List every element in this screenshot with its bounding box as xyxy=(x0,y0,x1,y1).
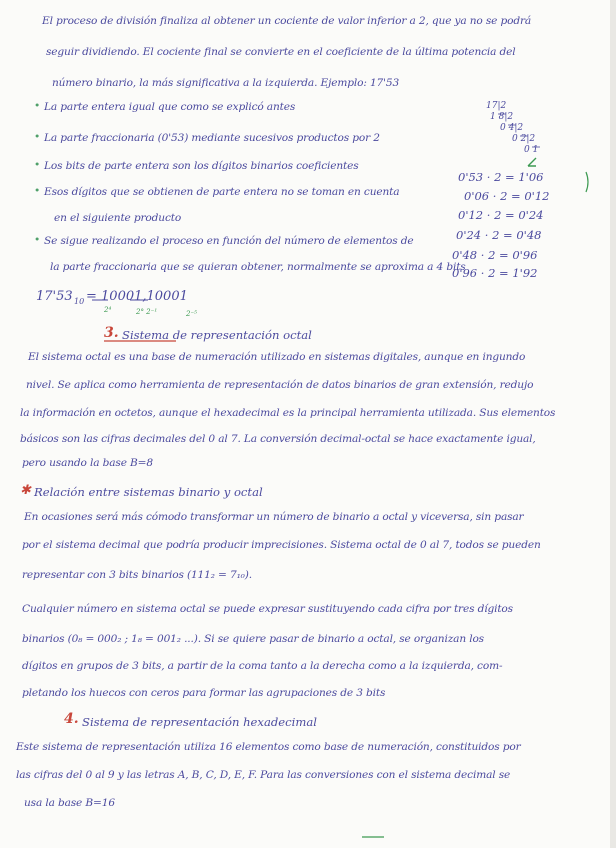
paragraph-line: En ocasiones será más cómodo transformar un número de binario a octal y viceversa, sin pasar xyxy=(24,511,524,523)
section-number: 3. xyxy=(104,325,119,341)
paragraph-line: El proceso de división finaliza al obtener un cociente de valor inferior a 2, que ya no se podrá xyxy=(42,15,532,27)
bullet-text: en el siguiente producto xyxy=(54,212,182,224)
bullet-icon: • xyxy=(34,185,41,197)
product-line: 0'06 · 2 = 0'12 xyxy=(464,189,550,203)
product-line: 0'96 · 2 = 1'92 xyxy=(452,266,538,280)
section-number: 4. xyxy=(64,711,79,727)
paragraph-line: las cifras del 0 al 9 y las letras A, B, C, D, E, F. Para las conversiones con el sistema decimal se xyxy=(16,769,511,781)
paragraph-line: usa la base B=16 xyxy=(24,797,115,809)
bullet-icon: • xyxy=(34,159,41,171)
paragraph-line: pero usando la base B=8 xyxy=(22,457,153,469)
paragraph-line: por el sistema decimal que podría producir imprecisiones. Sistema octal de 0 al 7, todos se pueden xyxy=(22,539,541,551)
bullet-icon: • xyxy=(34,100,41,112)
bullet-text: Los bits de parte entera son los dígitos binarios coeficientes xyxy=(44,160,359,172)
bullet-text: la parte fraccionaria que se quieran obtener, normalmente se aproxima a 4 bits xyxy=(50,261,466,273)
product-line: 0'48 · 2 = 0'96 xyxy=(452,248,538,262)
bullet-text: Se sigue realizando el proceso en función del número de elementos de xyxy=(44,235,414,247)
result-lhs: 17'53 xyxy=(36,289,73,304)
paragraph-line: dígitos en grupos de 3 bits, a partir de la coma tanto a la derecha como a la izquierda, com- xyxy=(22,660,503,672)
subsection-title: Relación entre sistemas binario y octal xyxy=(34,485,263,499)
paragraph-line: Cualquier número en sistema octal se puede expresar sustituyendo cada cifra por tres dígitos xyxy=(22,603,513,615)
paragraph-line: representar con 3 bits binarios (111₂ = 7₁₀). xyxy=(22,569,252,581)
division-row: 0 1 xyxy=(524,145,539,155)
division-row: 1 8|2 xyxy=(490,112,514,122)
result-power: 2⁻⁵ xyxy=(186,310,197,318)
section-title: Sistema de representación octal xyxy=(122,328,312,342)
result-base: 10 xyxy=(74,297,85,306)
arrow-icon xyxy=(528,158,536,166)
paragraph-line: seguir dividiendo. El cociente final se convierte en el coeficiente de la última potencia del xyxy=(46,46,516,58)
paragraph-line: Este sistema de representación utiliza 16 elementos como base de numeración, constituidos por xyxy=(16,741,521,753)
product-line: 0'12 · 2 = 0'24 xyxy=(458,208,544,222)
division-row: 0 4|2 xyxy=(500,123,524,133)
bullet-text: La parte entera igual que como se explicó antes xyxy=(44,101,296,113)
division-row: 0 2|2 xyxy=(512,134,536,144)
result-power: 2⁴ xyxy=(104,306,112,314)
paragraph-line: binarios (0₈ = 000₂ ; 1₈ = 001₂ ...). Si se quiere pasar de binario a octal, se organizan los xyxy=(22,633,484,645)
division-row: 17|2 xyxy=(486,101,507,111)
section-title: Sistema de representación hexadecimal xyxy=(82,715,317,729)
paragraph-line: la información en octetos, aunque el hexadecimal es la principal herramienta utilizada. Sus elementos xyxy=(20,407,556,419)
paragraph-line: básicos son las cifras decimales del 0 al 7. La conversión decimal-octal se hace exactamente igual, xyxy=(20,433,536,445)
bullet-text: Esos dígitos que se obtienen de parte entera no se toman en cuenta xyxy=(44,186,400,198)
product-line: 0'24 · 2 = 0'48 xyxy=(456,228,542,242)
bullet-icon: • xyxy=(34,131,41,143)
product-line: 0'53 · 2 = 1'06 xyxy=(458,170,544,184)
bullet-text: La parte fraccionaria (0'53) mediante sucesivos productos por 2 xyxy=(44,132,380,144)
bracket-icon xyxy=(586,172,588,192)
result-power: 2° 2⁻¹ xyxy=(136,308,158,316)
bullet-icon: • xyxy=(34,234,41,246)
paragraph-line: nivel. Se aplica como herramienta de representación de datos binarios de gran extensión, redujo xyxy=(26,379,534,391)
paragraph-line: El sistema octal es una base de numeración utilizado en sistemas digitales, aunque en ingundo xyxy=(28,351,526,363)
result-binary: = 10001,10001 xyxy=(86,289,188,304)
paragraph-line: pletando los huecos con ceros para formar las agrupaciones de 3 bits xyxy=(22,687,386,699)
paragraph-line: número binario, la más significativa a la izquierda. Ejemplo: 17'53 xyxy=(52,77,400,89)
asterisk-icon: ✱ xyxy=(20,483,31,498)
